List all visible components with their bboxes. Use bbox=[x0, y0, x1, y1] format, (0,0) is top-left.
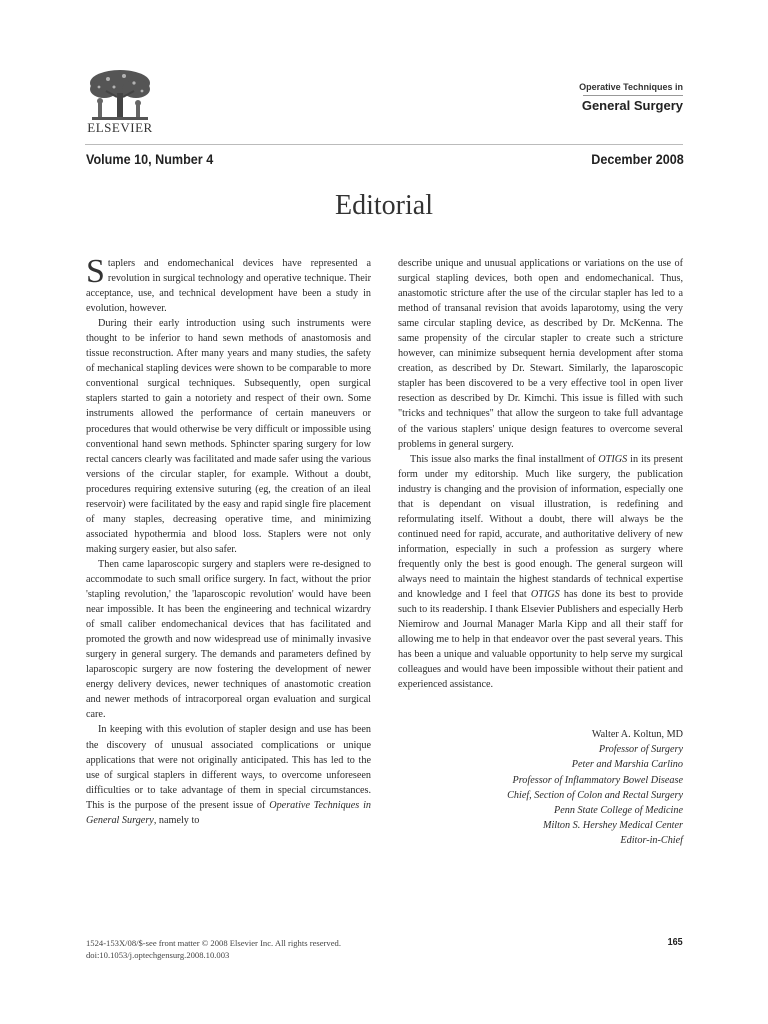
header-divider bbox=[85, 144, 683, 145]
author-title-line: Editor-in-Chief bbox=[620, 835, 683, 847]
author-title-line: Chief, Section of Colon and Rectal Surgery bbox=[507, 789, 683, 801]
journal-name-small: Operative Techniques in bbox=[579, 82, 683, 92]
page-title: Editorial bbox=[335, 190, 433, 221]
journal-title-ref: Operative Techniques in General Surgery bbox=[86, 799, 372, 826]
paragraph: During their early introduction using such instruments were thought to be inferior to hand sewn methods of anastomosis and tissue reconstruction. After many years and many studies, the safety of mechanical stapling devices were shown to be comparable to more conventional surgical techniques. Subsequently, open surgical staplers started to gain a notoriety and respect of their own. Some instruments allowed the performance of certain maneuvers or procedures that would otherwise be very difficult or impossible using conventional hand sewn methods. Sphincter sparing surgery for low rectal cancers clearly was facilitated and made safer using the various versions of the circular stapler, for example. Without a doubt, procedures requiring extensive suturing (eg, the creation of an ileal reservoir) were facilitated by the easy and rapid single fire placement of many staples, decreasing operative time, and minimizing associated hypothermia and blood loss. Staplers were not only making surgery easier, but also safer. bbox=[86, 318, 371, 555]
footer-info bbox=[86, 937, 341, 961]
right-column bbox=[398, 256, 683, 692]
author-title-line: Milton S. Hershey Medical Center bbox=[542, 820, 683, 832]
paragraph: describe unique and unusual applications or variations on the use of surgical stapling devices, both open and endomechanical. Thus, anastomotic stricture after the use of the circular stapler has led to a method of transanal revision that avoids laparotomy, using the very same circular stapling device, as described by Dr. McKenna. The same propensity of the circular stapler to create such a stricture however, can minimize subsequent hernia development after stoma creation, as described by Dr. Stewart. Similarly, the laparoscopic stapler has been discovered to be a very effective tool in open liver resection as described by Dr. Kimchi. This issue is filled with such "tricks and techniques" that allow the surgeon to take full advantage of the various staplers' unique design features to overcome several problems in general surgery. bbox=[398, 258, 683, 450]
copyright-line: 1524-153X/08/$-see front matter © 2008 Elsevier Inc. All rights reserved. bbox=[86, 938, 341, 948]
journal-abbrev-ref: OTIGS bbox=[598, 453, 628, 465]
journal-name: General Surgery bbox=[581, 98, 683, 113]
left-column bbox=[86, 253, 372, 828]
publisher-name: ELSEVIER bbox=[87, 120, 153, 135]
author-title-line: Professor of Inflammatory Bowel Disease bbox=[512, 774, 683, 786]
drop-cap: S bbox=[86, 253, 105, 290]
paragraph: Staplers and endomechanical devices have represented a revolution in surgical technology and operative technique. Their acceptance, use, and technical development have been a study in evolution, however. bbox=[86, 253, 371, 315]
page-number: 165 bbox=[667, 937, 683, 948]
issue-date: December 2008 bbox=[591, 151, 684, 167]
doi-line: doi:10.1053/j.optechgensurg.2008.10.003 bbox=[86, 950, 230, 960]
author-title-line: Professor of Surgery bbox=[598, 744, 683, 756]
author-title-line: Peter and Marshia Carlino bbox=[571, 759, 683, 771]
paragraph: This issue also marks the final installment of OTIGS in its present form under my editorship. Much like surgery, the publication industry is changing and the provision of information, especially one that is dependant on visual illustration, is redefining and reformulating itself. Without a doubt, there will always be the continued need for rapid, accurate, and authoritative delivery of new information, especially in such a profession as surgery where frequently only the best is good enough. The general surgeon will always need to maintain the highest standards of technical expertise and knowledge and I feel that OTIGS has done its best to provide such to its readership. I thank Elsevier Publishers and especially Herb Niemirow and Journal Manager Marla Kipp and all their staff for allowing me to help in that endeavor over the past several years. This has been a unique and valuable opportunity to help serve my surgical colleagues and would have been impossible without their patient and experienced assistance. bbox=[398, 453, 683, 691]
volume-number: Volume 10, Number 4 bbox=[86, 151, 214, 167]
journal-abbrev-ref: OTIGS bbox=[530, 589, 560, 601]
paragraph: In keeping with this evolution of stapler design and use has been the discovery of unusual associated complications or unique applications that were not originally anticipated. This has led to the use of surgical staplers in different ways, to overcome unforeseen difficulties or to take advantage of them in special circumstances. This is the purpose of the present issue of Operative Techniques in General Surgery, namely to bbox=[86, 724, 372, 826]
author-signature-block bbox=[398, 727, 683, 849]
paragraph: Then came laparoscopic surgery and staplers were re-designed to accommodate to such small orifice surgery. In fact, without the prior 'stapling revolution,' the 'laparoscopic revolution' would have been near impossible. It has been the engineering and technical wizardry of small caliber endomechanical devices that has facilitated and promoted the growth and now widespread use of minimally invasive surgery in general surgery. The demands and parameters defined by laparoscopic surgery are now fostering the development of newer energy delivery devices, newer techniques of anastomotic creation and newer methods of intracorporeal organ evaluation and surgical care. bbox=[86, 558, 371, 721]
author-name: Walter A. Koltun, MD bbox=[591, 729, 683, 740]
journal-divider bbox=[583, 95, 683, 96]
author-title-line: Penn State College of Medicine bbox=[553, 805, 683, 817]
